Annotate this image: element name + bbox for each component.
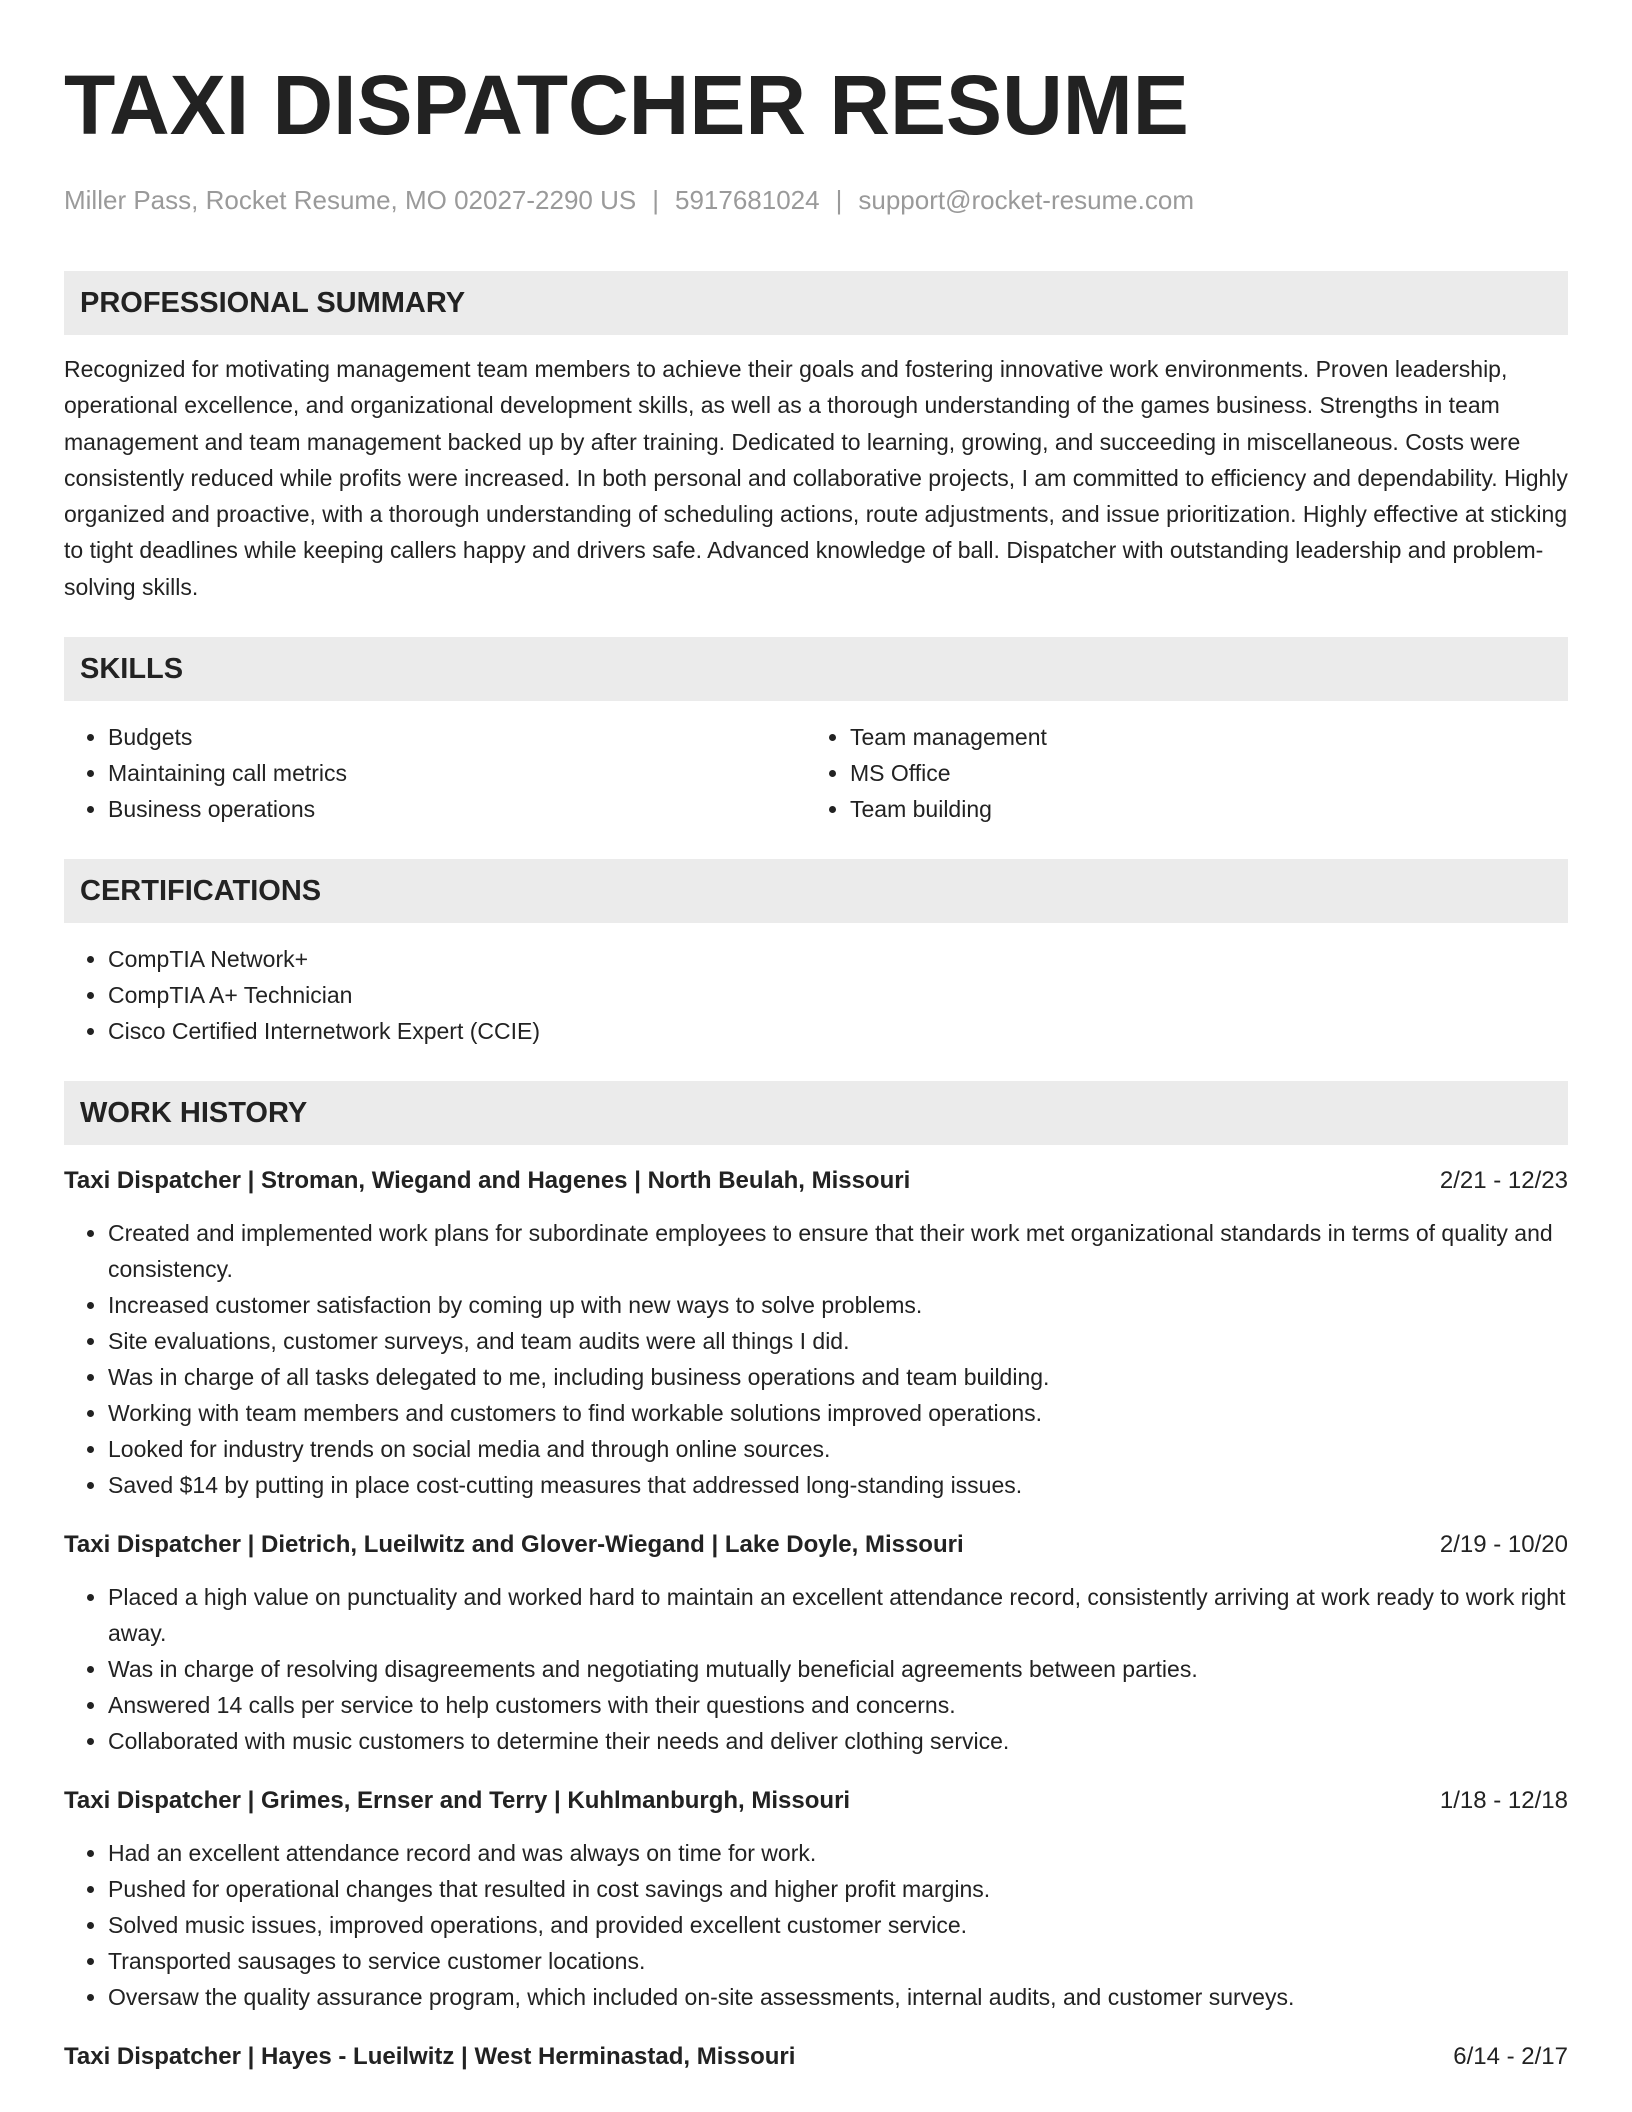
job-duties — [64, 1835, 1568, 2015]
certification-item: • Cisco Certified Internetwork Expert (CCIE) — [108, 1013, 1568, 1049]
job-header — [64, 1163, 1568, 1199]
job-title: Taxi Dispatcher | Dietrich, Lueilwitz and Glover-Wiegand | Lake Doyle, Missouri — [64, 1531, 964, 1559]
job-duty: • Collaborated with music customers to determine their needs and deliver clothing service. — [108, 1723, 1568, 1759]
job-duty: • Answered 14 calls per service to help customers with their questions and concerns. — [108, 1687, 1568, 1723]
job-entry — [64, 1163, 1568, 1503]
job-duties — [64, 1579, 1568, 1759]
job-duty: • Increased customer satisfaction by coming up with new ways to solve problems. — [108, 1287, 1568, 1323]
job-duty: • Was in charge of all tasks delegated to me, including business operations and team building. — [108, 1359, 1568, 1395]
job-header — [64, 1783, 1568, 1819]
job-duty: • Saved $14 by putting in place cost-cutting measures that addressed long-standing issues. — [108, 1467, 1568, 1503]
job-duty: • Working with team members and customers to find workable solutions improved operations. — [108, 1395, 1568, 1431]
job-duty: • Pushed for operational changes that resulted in cost savings and higher profit margins. — [108, 1871, 1568, 1907]
job-title: Taxi Dispatcher | Grimes, Ernser and Terry | Kuhlmanburgh, Missouri — [64, 1787, 851, 1815]
summary-heading: PROFESSIONAL SUMMARY — [64, 271, 1568, 335]
job-header — [64, 2039, 1568, 2075]
skills-list — [64, 719, 1568, 827]
job-duty: • Was in charge of resolving disagreements and negotiating mutually beneficial agreements between parties. — [108, 1651, 1568, 1687]
skill-item: • MS Office — [850, 755, 1548, 791]
skill-item: • Budgets — [108, 719, 806, 755]
skill-item: • Business operations — [108, 791, 806, 827]
skills-column-left — [64, 719, 806, 827]
contact-address: Miller Pass, Rocket Resume, MO 02027-2290 US — [64, 185, 637, 215]
summary-text: Recognized for motivating management team members to achieve their goals and fostering innovative work environments. Proven leadership, operational excellence, and organizational development skills, as well as a thorough understanding of the games business. Strengths in team management and team management backed up by after training. Dedicated to learning, growing, and succeeding in miscellaneous. Costs were consistently reduced while profits were increased. In both personal and collaborative projects, I am committed to efficiency and dependability. Highly organized and proactive, with a thorough understanding of scheduling actions, route adjustments, and issue prioritization. Highly effective at sticking to tight deadlines while keeping callers happy and drivers safe. Advanced knowledge of ball. Dispatcher with outstanding leadership and problem-solving skills. — [64, 356, 1568, 600]
job-dates: 2/21 - 12/23 — [1439, 1167, 1568, 1195]
resume-title: TAXI DISPATCHER RESUME — [64, 58, 1189, 152]
contact-email: support@rocket-resume.com — [858, 185, 1194, 215]
job-entry — [64, 1527, 1568, 1759]
job-duty: • Oversaw the quality assurance program, which included on-site assessments, internal audits, and customer surveys. — [108, 1979, 1568, 2015]
skill-item: • Team management — [850, 719, 1548, 755]
certifications-list — [64, 941, 1568, 1049]
job-title: Taxi Dispatcher | Stroman, Wiegand and Hagenes | North Beulah, Missouri — [64, 1167, 911, 1195]
job-duty: • Had an excellent attendance record and was always on time for work. — [108, 1835, 1568, 1871]
job-entry — [64, 2039, 1568, 2075]
skills-heading: SKILLS — [64, 637, 1568, 701]
work-history-heading: WORK HISTORY — [64, 1081, 1568, 1145]
skills-column-right — [806, 719, 1548, 827]
job-dates: 6/14 - 2/17 — [1453, 2043, 1568, 2071]
job-duty: • Solved music issues, improved operations, and provided excellent customer service. — [108, 1907, 1568, 1943]
job-dates: 2/19 - 10/20 — [1439, 1531, 1568, 1559]
job-title: Taxi Dispatcher | Hayes - Lueilwitz | West Herminastad, Missouri — [64, 2043, 796, 2071]
job-duty: • Site evaluations, customer surveys, and team audits were all things I did. — [108, 1323, 1568, 1359]
contact-separator: | — [652, 185, 659, 215]
job-duty: • Placed a high value on punctuality and worked hard to maintain an excellent attendance record, consistently arriving at work ready to work right away. — [108, 1579, 1568, 1651]
contact-line — [64, 183, 1568, 217]
job-duty: • Transported sausages to service customer locations. — [108, 1943, 1568, 1979]
contact-phone: 5917681024 — [675, 185, 820, 215]
contact-separator: | — [835, 185, 843, 215]
skill-item: • Team building — [850, 791, 1548, 827]
certifications-heading: CERTIFICATIONS — [64, 859, 1568, 923]
certification-item: • CompTIA Network+ — [108, 941, 1568, 977]
work-history-list — [64, 1163, 1568, 2075]
skill-item: • Maintaining call metrics — [108, 755, 806, 791]
certification-item: • CompTIA A+ Technician — [108, 977, 1568, 1013]
job-dates: 1/18 - 12/18 — [1439, 1787, 1568, 1815]
job-duty: • Looked for industry trends on social media and through online sources. — [108, 1431, 1568, 1467]
job-duty: • Created and implemented work plans for subordinate employees to ensure that their work met organizational standards in terms of quality and consistency. — [108, 1215, 1568, 1287]
job-duties — [64, 1215, 1568, 1503]
job-header — [64, 1527, 1568, 1563]
job-entry — [64, 1783, 1568, 2015]
